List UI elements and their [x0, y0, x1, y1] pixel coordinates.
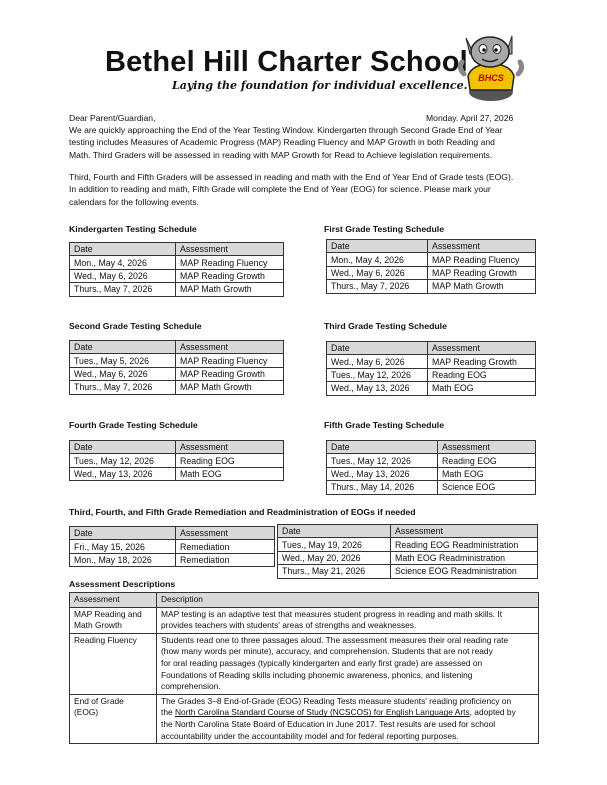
- assessment-header: Assessment: [176, 243, 284, 256]
- table-row: Wed., May 6, 2026 MAP Reading Growth: [327, 355, 536, 368]
- remediation-table: [69, 526, 275, 567]
- eog-paragraph: [69, 171, 513, 208]
- table-row: Thurs., May 7, 2026 MAP Math Growth: [70, 283, 284, 296]
- table-row: Thurs., May 21, 2026 Science EOG Readministration: [278, 565, 538, 578]
- paragraph-line: We are quickly approaching the End of the Year Testing Window. Kindergarten through Second Grade End of Year: [69, 125, 503, 135]
- assessment-header: Assessment: [438, 441, 536, 454]
- fifth-grade-schedule-table: [326, 440, 536, 495]
- letter-date: Monday. April 27, 2026: [426, 113, 514, 123]
- assessment-header: Assessment: [428, 342, 536, 355]
- table-row: MAP Reading and Math Growth MAP testing is an adaptive test that measures student progress in reading and math skills. It provides teachers with students' areas of strengths and weaknesses.: [70, 607, 539, 633]
- first-grade-schedule-table: [326, 239, 536, 294]
- table-row: Wed., May 13, 2026 Math EOG: [70, 467, 284, 480]
- table-row: Thurs., May 7, 2026 MAP Math Growth: [70, 381, 284, 394]
- date-header: Date: [70, 243, 176, 256]
- paragraph-line: Math. Third Graders will be assessed in reading with MAP Growth for Read to Achieve legislation requirements.: [69, 149, 493, 160]
- date-header: Date: [327, 441, 438, 454]
- paragraph-line: In addition to reading and math, Fifth Grade will complete the End of Year (EOG) for science. Please mark your: [69, 184, 491, 195]
- paragraph-line: calendars for the following events.: [69, 196, 199, 207]
- fourth-grade-heading: Fourth Grade Testing Schedule: [69, 420, 198, 430]
- assessment-header: Assessment: [428, 240, 536, 253]
- table-row: Reading Fluency Students read one to three passages aloud. The assessment measures their oral reading rate (how many words per minute), accuracy, and comprehension. Students that are not ready for oral reading passages (typically kindergarten and early first grade) are assessed on Foundations of Reading skills including phonemic awareness, phonics, and listening comprehension.: [70, 633, 539, 694]
- table-row: Mon., May 4, 2026 MAP Reading Fluency: [327, 253, 536, 266]
- second-grade-schedule-table: [69, 340, 284, 395]
- table-row: Wed., May 13, 2026 Math EOG: [327, 382, 536, 395]
- date-header: Date: [70, 441, 176, 454]
- table-row: Fri., May 15, 2026 Remediation: [70, 540, 275, 553]
- description-header: Description: [157, 593, 539, 608]
- table-row: End of Grade (EOG) The Grades 3–8 End-of-Grade (EOG) Reading Tests measure students' reading proficiency on the North Carolina Standard Course of Study (NCSCOS) for English Language Arts, adopted by the North Carolina State Board of Education in June 2017. Test results are used for school accountability under the accountability model and for federal reporting purposes.: [70, 694, 539, 743]
- salutation: Dear Parent/Guardian,: [69, 113, 156, 123]
- table-row: Tues., May 19, 2026 Reading EOG Readministration: [278, 538, 538, 551]
- table-row: Tues., May 12, 2026 Reading EOG: [327, 454, 536, 467]
- assessment-header: Assessment: [391, 525, 538, 538]
- wildcat-mascot-logo: [452, 24, 530, 102]
- table-row: Tues., May 5, 2026 MAP Reading Fluency: [70, 354, 284, 367]
- assessment-header: Assessment: [176, 527, 275, 540]
- first-grade-heading: First Grade Testing Schedule: [324, 224, 445, 234]
- assessment-header: Assessment: [176, 441, 284, 454]
- fourth-grade-schedule-table: [69, 440, 284, 481]
- descriptions-heading: Assessment Descriptions: [69, 579, 176, 589]
- table-row: Mon., May 18, 2026 Remediation: [70, 553, 275, 566]
- remediation-heading: Third, Fourth, and Fifth Grade Remediation and Readministration of EOGs if needed: [69, 507, 416, 517]
- paragraph-line: Third, Fourth and Fifth Graders will be assessed in reading and math with the End of Year End of Grade tests (EOG).: [69, 172, 514, 182]
- table-row: Mon., May 4, 2026 MAP Reading Fluency: [70, 256, 284, 269]
- readministration-table: [277, 524, 538, 579]
- date-header: Date: [70, 527, 176, 540]
- assessment-header: Assessment: [176, 341, 284, 354]
- table-row: Wed., May 13, 2026 Math EOG: [327, 467, 536, 480]
- table-row: Wed., May 6, 2026 MAP Reading Growth: [70, 269, 284, 282]
- date-header: Date: [327, 342, 428, 355]
- assessment-descriptions-table: [69, 592, 539, 744]
- third-grade-heading: Third Grade Testing Schedule: [324, 321, 447, 331]
- date-header: Date: [327, 240, 428, 253]
- table-row: Tues., May 12, 2026 Reading EOG: [70, 454, 284, 467]
- table-row: Thurs., May 7, 2026 MAP Math Growth: [327, 280, 536, 293]
- table-row: Wed., May 6, 2026 MAP Reading Growth: [70, 367, 284, 380]
- second-grade-heading: Second Grade Testing Schedule: [69, 321, 202, 331]
- table-row: Wed., May 6, 2026 MAP Reading Growth: [327, 266, 536, 279]
- date-header: Date: [278, 525, 391, 538]
- table-row: Thurs., May 14, 2026 Science EOG: [327, 481, 536, 494]
- svg-text:BHCS: BHCS: [478, 73, 504, 83]
- school-tagline: Laying the foundation for individual excellence.: [172, 79, 468, 92]
- date-header: Date: [70, 341, 176, 354]
- school-name: Bethel Hill Charter School: [105, 46, 468, 78]
- assessment-header: Assessment: [70, 593, 157, 608]
- table-row: Wed., May 20, 2026 Math EOG Readministration: [278, 551, 538, 564]
- paragraph-line: testing includes Measures of Academic Progress (MAP) Reading Fluency and MAP Growth in both Reading and: [69, 137, 495, 148]
- table-row: Tues., May 12, 2026 Reading EOG: [327, 368, 536, 381]
- kindergarten-schedule-table: [69, 242, 284, 297]
- kindergarten-heading: Kindergarten Testing Schedule: [69, 224, 197, 234]
- ncscos-link[interactable]: North Carolina Standard Course of Study (NCSCOS) for English Language Arts: [174, 707, 470, 718]
- intro-paragraph: [69, 124, 502, 161]
- fifth-grade-heading: Fifth Grade Testing Schedule: [324, 420, 445, 430]
- third-grade-schedule-table: [326, 341, 536, 396]
